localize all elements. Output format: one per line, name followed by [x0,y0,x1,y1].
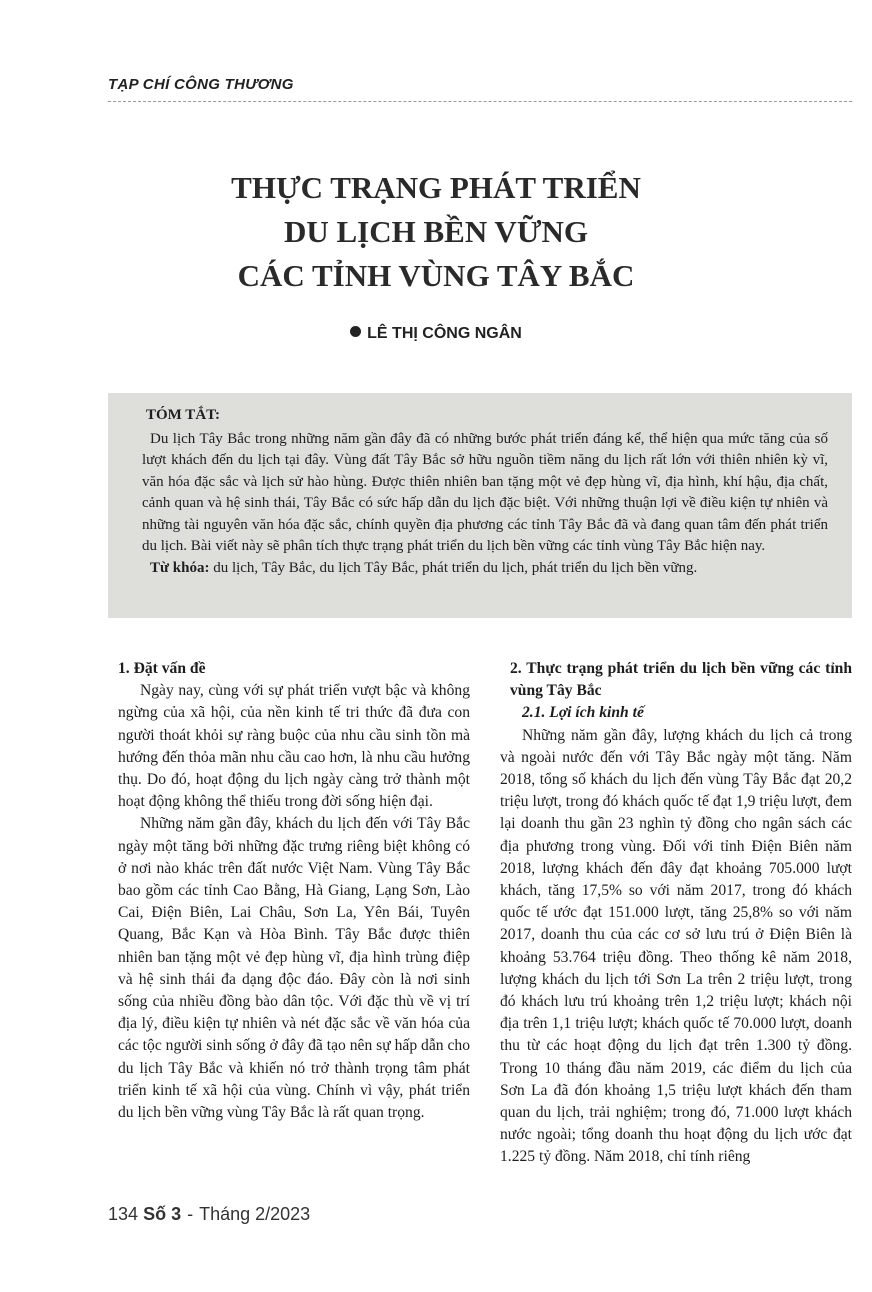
section-2-1-paragraph: Những năm gần đây, lượng khách du lịch cả trong và ngoài nước đến với Tây Bắc ngày một tăng. Năm 2018, tổng số khách du lịch đến vùng Tây Bắc đạt 20,2 triệu lượt, trong đó khách quốc tế đạt 1,9 triệu lượt, đem lại doanh thu gần 23 nghìn tỷ đồng cho ngân sách các địa phương trong vùng. Đối với tỉnh Điện Biên năm 2018, lượng khách đến đây đạt khoảng 705.000 lượt khách, tăng 17,5% so với năm 2017, trong đó khách quốc tế ước đạt 151.000 lượt, tăng 25,8% so với năm 2017, doanh thu của các cơ sở lưu trú ở Điện Biên là khoảng 53.764 triệu đồng. Theo thống kê năm 2018, lượng khách du lịch tới Sơn La trên 2 triệu lượt, trong đó khách lưu trú khoảng trên 1,2 triệu lượt; khách nội địa trên 1,1 triệu lượt; khách quốc tế 70.000 lượt, doanh thu từ các hoạt động du lịch đạt trên 1.300 tỷ đồng. Trong 10 tháng đầu năm 2019, các điểm du lịch của Sơn La đã đón khoảng 1,5 triệu lượt khách đến tham quan du lịch, trải nghiệm; trong đó, 71.000 lượt khách nước ngoài; tổng doanh thu hoạt động du lịch ước đạt 1.225 tỷ đồng. Năm 2018, chỉ tính riêng [500,726,852,1166]
title-line: CÁC TỈNH VÙNG TÂY BẮC [237,258,635,293]
journal-name: TẠP CHÍ CÔNG THƯƠNG [108,76,294,93]
keywords-label: Từ khóa: [150,559,210,576]
abstract-text: Du lịch Tây Bắc trong những năm gần đây đã có những bước phát triển đáng kể, thể hiện qua mức tăng của số lượt khách đến du lịch tại đây. Vùng đất Tây Bắc sở hữu nguồn tiềm năng du lịch rất lớn với thiên nhiên kỳ vĩ, văn hóa đặc sắc và lịch sử hào hùng. Được thiên nhiên ban tặng một vẻ đẹp hùng vĩ, địa hình, khí hậu, địa chất, cảnh quan và hệ sinh thái, Tây Bắc có sức hấp dẫn du lịch đặc biệt. Với những thuận lợi về điều kiện tự nhiên và những tài nguyên văn hóa đặc sắc, chính quyền địa phương các tỉnh Tây Bắc đã và đang quan tâm đến phát triển du lịch. Bài viết này sẽ phân tích thực trạng phát triển du lịch bền vững các tỉnh vùng Tây Bắc hiện nay. [142,430,828,554]
section-2-heading: 2. Thực trạng phát triển du lịch bền vững các tỉnh vùng Tây Bắc [510,660,852,700]
author-line [0,325,872,343]
abstract-box [108,393,852,618]
author-name: LÊ THỊ CÔNG NGÂN [367,325,522,342]
header-divider [108,101,852,102]
footer-separator: - [187,1204,194,1224]
abstract-label: TÓM TẮT: [146,407,221,423]
section-2-1-heading: 2.1. Lợi ích kinh tế [522,704,644,722]
section-1-paragraph: Những năm gần đây, khách du lịch đến với Tây Bắc ngày một tăng bởi những đặc trưng riêng biệt không có ở nơi nào khác trên đất nước Việt Nam. Vùng Tây Bắc bao gồm các tỉnh Cao Bằng, Hà Giang, Lạng Sơn, Lào Cai, Điện Biên, Lai Châu, Sơn La, Yên Bái, Tuyên Quang, Bắc Kạn và Hòa Bình. Tây Bắc được thiên nhiên ban tặng một vẻ đẹp hùng vĩ, địa hình trùng điệp và hệ sinh thái đa dạng độc đáo. Đây còn là nơi sinh sống của nhiều đồng bào dân tộc. Với đặc thù về vị trí địa lý, điều kiện tự nhiên và nét đặc sắc về văn hóa của các tộc người sinh sống ở đây đã tạo nên sự hấp dẫn cho du lịch Tây Bắc và khiến nó trở thành trọng tâm phát triển kinh tế xã hội của vùng. Chính vì vậy, phát triển du lịch bền vững vùng Tây Bắc là rất quan trọng. [118,815,470,1122]
right-column [500,658,852,1169]
section-1-heading: 1. Đặt vấn đề [118,660,206,677]
title-line: DU LỊCH BỀN VỮNG [283,214,588,249]
bullet-icon [350,326,361,337]
article-title [0,166,872,298]
section-1-paragraph: Ngày nay, cùng với sự phát triển vượt bậc và không ngừng của xã hội, của nền kinh tế tri thức đã đưa con người thoát khỏi sự ràng buộc của nhu cầu sinh tồn mà hướng đến thỏa mãn nhu cầu cao hơn, là nhu cầu hưởng thụ. Do đó, hoạt động du lịch ngày càng trở thành một hoạt động không thể thiếu trong đời sống hiện đại. [118,682,470,811]
left-column [118,658,470,1124]
page-number: 134 [108,1204,139,1224]
title-line: THỰC TRẠNG PHÁT TRIỂN [231,170,641,205]
issue-number: Số 3 [143,1204,182,1224]
issue-date: Tháng 2/2023 [199,1204,311,1224]
keywords-text: du lịch, Tây Bắc, du lịch Tây Bắc, phát triển du lịch, phát triển du lịch bền vững. [209,559,698,576]
keywords [142,558,828,580]
page-footer [108,1204,310,1225]
